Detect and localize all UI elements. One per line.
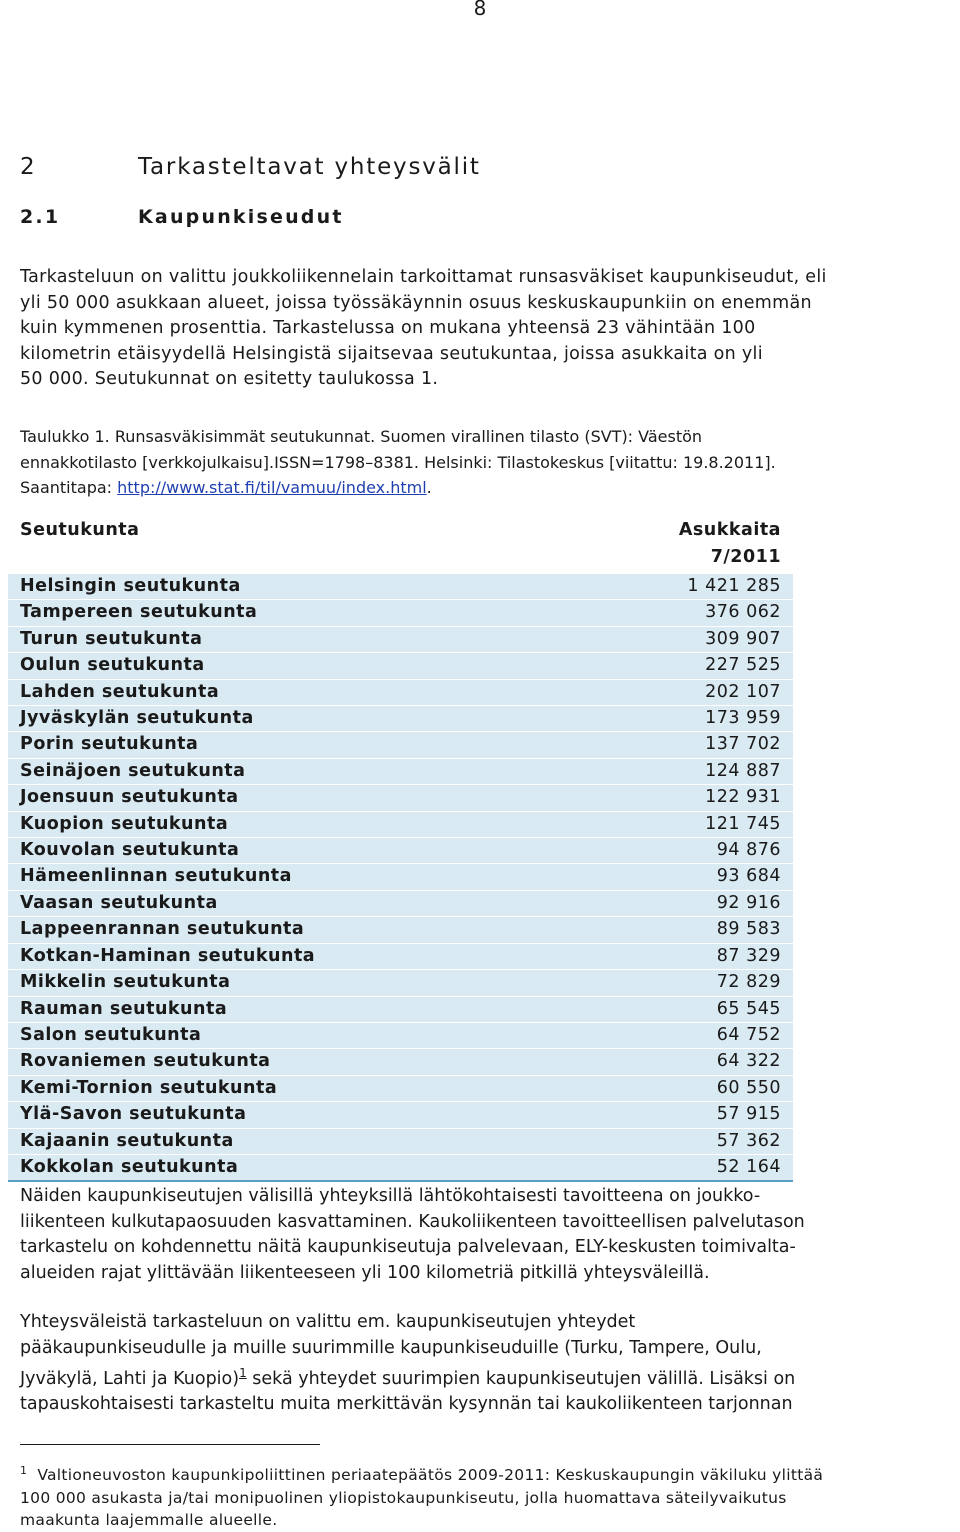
table-row: [8, 864, 793, 890]
caption-source-label: Saantitapa:: [20, 478, 118, 497]
region-name-cell: Lahden seutukunta: [8, 679, 571, 705]
table-row: [8, 785, 793, 811]
intro-line: Tarkasteluun on valittu joukkoliikennelain tarkoittamat runsasväkiset kaupunkiseudut, eli: [20, 267, 827, 287]
paragraph-goals: [20, 1184, 960, 1286]
region-name-cell: Ylä-Savon seutukunta: [8, 1102, 571, 1128]
table-row: [8, 1075, 793, 1101]
column-header-population: [571, 515, 793, 574]
table-row: [8, 1049, 793, 1075]
region-name-cell: Oulun seutukunta: [8, 653, 571, 679]
population-table: [8, 515, 793, 1182]
population-cell: 93 684: [571, 864, 793, 890]
population-cell: 64 752: [571, 1022, 793, 1048]
region-name-cell: Mikkelin seutukunta: [8, 970, 571, 996]
intro-line: yli 50 000 asukkaan alueet, joissa työssäkäynnin osuus keskuskaupunkiin on enemmän: [20, 292, 812, 313]
population-cell: 52 164: [571, 1154, 793, 1181]
paragraph-line: liikenteen kulkutapaosuuden kasvattaminen. Kaukoliikenteen tavoitteellisen palvelutason: [20, 1211, 805, 1232]
intro-line: kilometrin etäisyydellä Helsingistä sijaitsevaa seutukuntaa, joissa asukkaita on yli: [20, 343, 763, 364]
table-row: [8, 1102, 793, 1128]
section-title: Tarkasteltavat yhteysvälit: [138, 154, 481, 180]
intro-line: kuin kymmenen prosenttia. Tarkastelussa on mukana yhteensä 23 vähintään 100: [20, 318, 756, 338]
population-cell: 72 829: [571, 970, 793, 996]
footnote-reference[interactable]: 1: [239, 1366, 247, 1380]
region-name-cell: Rovaniemen seutukunta: [8, 1049, 571, 1075]
population-cell: 122 931: [571, 785, 793, 811]
table-row: [8, 1022, 793, 1048]
population-cell: 376 062: [571, 600, 793, 626]
table-header-row: [8, 515, 793, 574]
population-cell: 124 887: [571, 758, 793, 784]
intro-line: 50 000. Seutukunnat on esitetty taulukossa 1.: [20, 369, 439, 389]
table-row: [8, 838, 793, 864]
population-cell: 92 916: [571, 890, 793, 916]
region-name-cell: Kokkolan seutukunta: [8, 1154, 571, 1181]
paragraph-line: alueiden rajat ylittävään liikenteeseen yli 100 kilometriä pitkillä yhteysväleillä.: [20, 1262, 710, 1283]
intro-paragraph: [20, 265, 960, 393]
population-cell: 227 525: [571, 653, 793, 679]
table-row: [8, 574, 793, 600]
table-row: [8, 600, 793, 626]
region-name-cell: Hämeenlinnan seutukunta: [8, 864, 571, 890]
table-row: [8, 758, 793, 784]
footnote-divider: [20, 1444, 320, 1445]
population-cell: 309 907: [571, 626, 793, 652]
table-row: [8, 732, 793, 758]
region-name-cell: Jyväskylän seutukunta: [8, 706, 571, 732]
region-name-cell: Kouvolan seutukunta: [8, 838, 571, 864]
footnote-text: Valtioneuvoston kaupunkipoliittinen periaatepäätös 2009-2011: Keskuskaupungin väkiluku ylittää: [37, 1466, 824, 1485]
table-row: [8, 706, 793, 732]
caption-line: [20, 475, 950, 501]
paragraph-line: pääkaupunkiseudulle ja muille suurimmille kaupunkiseuduille (Turku, Tampere, Oulu,: [20, 1337, 762, 1358]
caption-period: .: [426, 478, 432, 497]
column-header-population-date: 7/2011: [710, 547, 781, 567]
column-header-population-label: Asukkaita: [678, 520, 781, 540]
page-number: 8: [473, 0, 487, 20]
table-row: [8, 811, 793, 837]
region-name-cell: Porin seutukunta: [8, 732, 571, 758]
paragraph-line: tapauskohtaisesti tarkasteltu muita merkittävän kysynnän tai kaukoliikenteen tarjonnan: [20, 1394, 793, 1415]
population-cell: 173 959: [571, 706, 793, 732]
caption-line: Taulukko 1. Runsasväkisimmät seutukunnat. Suomen virallinen tilasto (SVT): Väestön: [20, 427, 703, 446]
region-name-cell: Lappeenrannan seutukunta: [8, 917, 571, 943]
region-name-cell: Helsingin seutukunta: [8, 574, 571, 600]
subsection-title: Kaupunkiseudut: [138, 206, 344, 228]
paragraph-line: Näiden kaupunkiseutujen välisillä yhteyksillä lähtökohtaisesti tavoitteena on joukko-: [20, 1186, 761, 1206]
table-row: [8, 917, 793, 943]
region-name-cell: Rauman seutukunta: [8, 996, 571, 1022]
region-name-cell: Joensuun seutukunta: [8, 785, 571, 811]
population-cell: 137 702: [571, 732, 793, 758]
table-row: [8, 970, 793, 996]
paragraph-line: Yhteysväleistä tarkasteluun on valittu em. kaupunkiseutujen yhteydet: [20, 1312, 636, 1332]
section-number: 2: [20, 154, 37, 180]
footnote-line: maakunta laajemmalle alueelle.: [20, 1511, 278, 1530]
table-row: [8, 626, 793, 652]
region-name-cell: Turun seutukunta: [8, 626, 571, 652]
table-row: [8, 1154, 793, 1181]
population-cell: 89 583: [571, 917, 793, 943]
population-cell: 1 421 285: [571, 574, 793, 600]
population-cell: 65 545: [571, 996, 793, 1022]
region-name-cell: Salon seutukunta: [8, 1022, 571, 1048]
paragraph-fragment: sekä yhteydet suurimpien kaupunkiseutujen välillä. Lisäksi on: [246, 1368, 796, 1389]
table-row: [8, 1128, 793, 1154]
footnote: [20, 1460, 960, 1532]
subsection-number: 2.1: [20, 206, 61, 228]
population-cell: 60 550: [571, 1075, 793, 1101]
table-row: [8, 679, 793, 705]
region-name-cell: Kotkan-Haminan seutukunta: [8, 943, 571, 969]
table-row: [8, 890, 793, 916]
table-row: [8, 943, 793, 969]
population-cell: 202 107: [571, 679, 793, 705]
table-caption: [20, 424, 950, 501]
population-cell: 94 876: [571, 838, 793, 864]
region-name-cell: Kemi-Tornion seutukunta: [8, 1075, 571, 1101]
caption-line: ennakkotilasto [verkkojulkaisu].ISSN=1798–8381. Helsinki: Tilastokeskus [viitattu: 19.8.2011].: [20, 452, 776, 472]
footnote-line: 100 000 asukasta ja/tai monipuolinen yliopistokaupunkiseutu, jolla huomattava säteilyvaikutus: [20, 1488, 787, 1507]
paragraph-selection: [20, 1310, 960, 1418]
population-cell: 121 745: [571, 811, 793, 837]
population-cell: 57 915: [571, 1102, 793, 1128]
footnote-line: [20, 1460, 960, 1487]
table-row: [8, 653, 793, 679]
subsection-heading: [20, 206, 344, 228]
population-cell: 87 329: [571, 943, 793, 969]
section-heading: [20, 154, 481, 180]
column-header-region: Seutukunta: [20, 520, 140, 540]
source-link[interactable]: http://www.stat.fi/til/vamuu/index.html: [117, 478, 427, 497]
region-name-cell: Kuopion seutukunta: [8, 811, 571, 837]
region-name-cell: Seinäjoen seutukunta: [8, 758, 571, 784]
table-body: [8, 574, 793, 1182]
region-name-cell: Kajaanin seutukunta: [8, 1128, 571, 1154]
region-name-cell: Vaasan seutukunta: [8, 890, 571, 916]
paragraph-fragment: Jyväkylä, Lahti ja Kuopio): [20, 1368, 240, 1389]
table-row: [8, 996, 793, 1022]
population-cell: 57 362: [571, 1128, 793, 1154]
region-name-cell: Tampereen seutukunta: [8, 600, 571, 626]
footnote-number: 1: [20, 1464, 28, 1477]
paragraph-line: [20, 1361, 960, 1392]
population-cell: 64 322: [571, 1049, 793, 1075]
paragraph-line: tarkastelu on kohdennettu näitä kaupunkiseutuja palvelevaan, ELY-keskusten toimivalta-: [20, 1237, 796, 1257]
